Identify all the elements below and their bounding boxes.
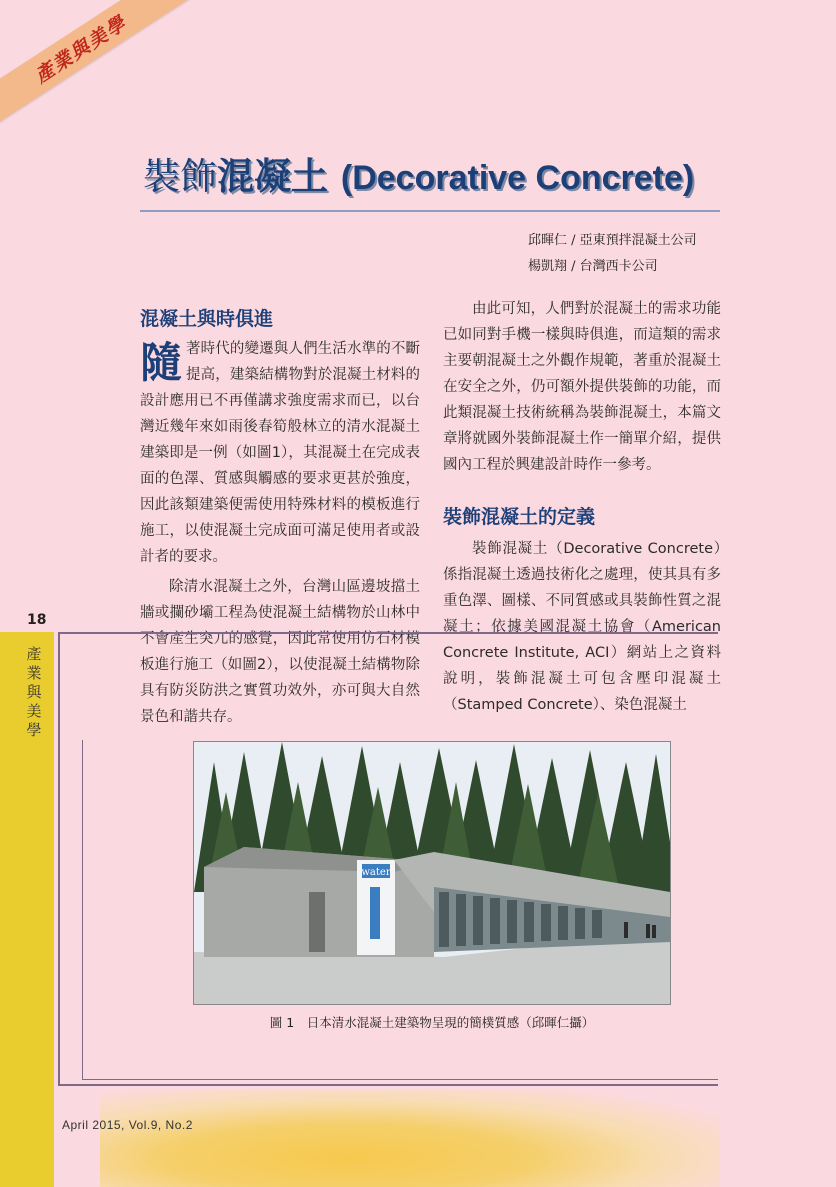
- issue-info: April 2015, Vol.9, No.2: [62, 1118, 193, 1132]
- article-title: [143, 146, 733, 200]
- figure-1-photo: [193, 741, 671, 1005]
- section-heading-1: 混凝土與時俱進: [140, 308, 274, 330]
- paragraph-3: 由此可知，人們對於混凝土的需求功能已如同對手機一樣與時俱進，而這類的需求主要朝混凝土之外觀作規範，著重於混凝土在安全之外，仍可額外提供裝飾的功能，而此類混凝土技術統稱為裝飾混凝土，本篇文章將就國外裝飾混凝土作一簡單介紹，提供國內工程於興建設計時作一參考。: [443, 301, 721, 473]
- photo-sign-text: water: [361, 867, 391, 878]
- paragraph-2: 除清水混凝土之外，台灣山區邊坡擋土牆或攔砂壩工程為使混凝土結構物於山林中不會產生突兀的感覺，因此常使用仿石材模板進行施工（如圖2），以使混凝土結構物除具有防災防洪之實質功效外，亦可與大自然景色和諧共存。: [140, 579, 420, 725]
- page-number: 18: [27, 612, 47, 628]
- title-part-3: (Decorative Concrete): [340, 159, 695, 197]
- title-divider: [140, 210, 720, 212]
- paragraph-1: [140, 336, 420, 570]
- side-label: 產業與美學: [26, 645, 42, 739]
- paragraph-4: 裝飾混凝土（Decorative Concrete）係指混凝土透過技術化之處理，使其具有多重色澤、圖樣、不同質感或具裝飾性質之混凝土；依據美國混凝土協會（American Concrete Institute, ACI）網站上之資料說明，裝飾混凝土可包含壓印混凝土（Stamped Concrete）、染色混凝土: [443, 541, 721, 713]
- author-list: [528, 228, 697, 280]
- corner-ribbon: [0, 0, 210, 130]
- title-part-2: 混凝土: [217, 155, 328, 198]
- author-2: 楊凱翔 / 台灣西卡公司: [528, 259, 658, 274]
- section-tag: 產業與美學: [30, 11, 131, 88]
- author-1: 邱暉仁 / 亞東預拌混凝土公司: [528, 233, 697, 248]
- section-heading-2: 裝飾混凝土的定義: [443, 506, 596, 528]
- footer-decoration: [100, 1090, 720, 1187]
- title-part-1: 裝飾: [143, 155, 217, 198]
- figure-1-caption: 圖 1 日本清水混凝土建築物呈現的簡樸質感（邱暉仁攝）: [269, 1015, 595, 1030]
- dropcap: 隨: [140, 338, 183, 387]
- paragraph-1-text: 著時代的變遷與人們生活水準的不斷提高，建築結構物對於混凝土材料的設計應用已不再僅講求強度需求而已，以台灣近幾年來如雨後春筍般林立的清水混凝土建築即是一例（如圖1），其混凝土在完成表面的色澤、質感與觸感的要求更甚於強度，因此該類建築便需使用特殊材料的模板進行施工，以使混凝土完成面可滿足使用者或設計者的要求。: [140, 341, 420, 565]
